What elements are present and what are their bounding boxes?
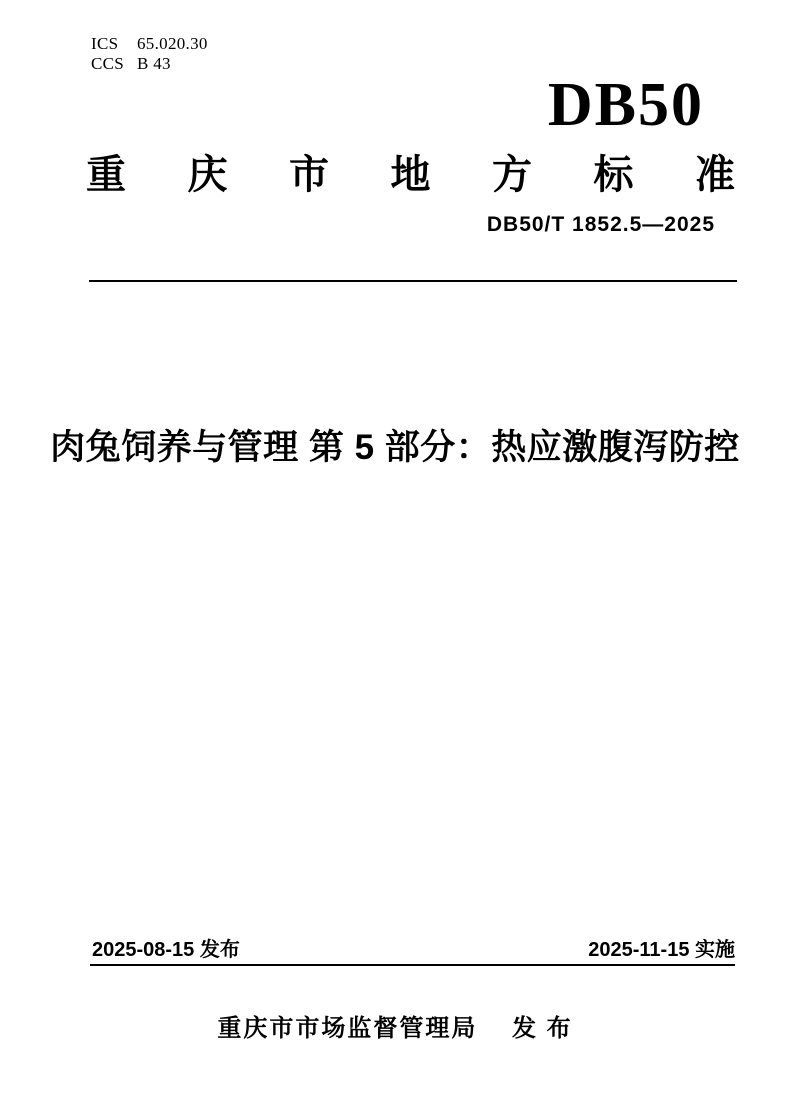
issue-date: 2025-08-15 发布 [92, 939, 240, 961]
standard-doc-number: DB50/T 1852.5—2025 [486, 213, 715, 236]
footer-divider-line [90, 964, 735, 966]
ics-value: 65.020.30 [137, 34, 208, 53]
publisher-name: 重庆市市场监督管理局 [217, 1015, 478, 1042]
ccs-label: CCS [91, 54, 125, 73]
document-title: 肉兔饲养与管理 第 5 部分：热应激腹泻防控 [50, 428, 740, 467]
classification-codes [91, 34, 208, 74]
ics-code-row [91, 34, 208, 54]
ccs-value: B 43 [137, 54, 171, 73]
publish-label: 发 布 [512, 1015, 573, 1042]
standard-type-char: 市 [289, 153, 329, 197]
standard-type-heading [86, 152, 735, 198]
standard-type-char: 方 [492, 153, 532, 197]
standard-type-char: 重 [86, 153, 126, 197]
dates-row [92, 938, 735, 962]
ics-label: ICS [91, 34, 119, 53]
header-divider-line [89, 280, 737, 282]
standard-type-char: 地 [390, 153, 431, 197]
db50-logo: DB50 [547, 71, 704, 139]
standard-type-char: 准 [695, 153, 735, 197]
publisher-row [0, 1014, 790, 1044]
standard-type-char: 庆 [187, 153, 228, 197]
ccs-code-row [91, 54, 208, 74]
standard-type-char: 标 [593, 153, 634, 197]
implement-date: 2025-11-15 实施 [588, 939, 735, 961]
